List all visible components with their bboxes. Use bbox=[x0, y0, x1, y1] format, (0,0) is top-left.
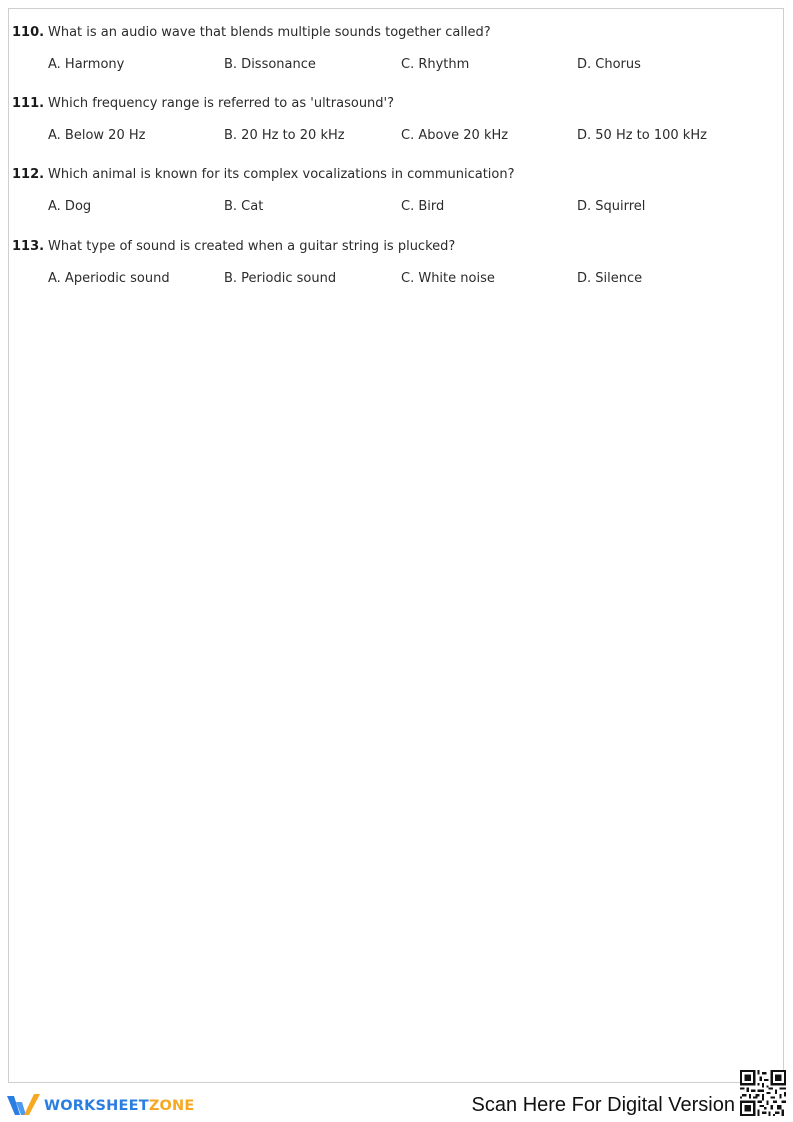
option-c[interactable]: C. Rhythm bbox=[401, 57, 470, 72]
option-c[interactable]: C. White noise bbox=[401, 271, 495, 286]
option-c[interactable]: C. Above 20 kHz bbox=[401, 128, 509, 143]
question-text: What is an audio wave that blends multiple sounds together called? bbox=[48, 25, 491, 40]
scan-caption: Scan Here For Digital Version bbox=[471, 1094, 735, 1116]
question-113 bbox=[12, 239, 772, 287]
question-number: 113. bbox=[12, 239, 45, 254]
question-text: What type of sound is created when a guitar string is plucked? bbox=[48, 239, 456, 254]
option-b[interactable]: B. 20 Hz to 20 kHz bbox=[224, 128, 345, 143]
question-number: 112. bbox=[12, 167, 45, 182]
answer-options bbox=[12, 199, 772, 215]
question-number: 111. bbox=[12, 96, 45, 111]
option-d[interactable]: D. Chorus bbox=[577, 57, 641, 72]
answer-options bbox=[12, 128, 772, 144]
question-110 bbox=[12, 25, 772, 73]
option-a[interactable]: A. Aperiodic sound bbox=[48, 271, 170, 286]
option-a[interactable]: A. Dog bbox=[48, 199, 92, 214]
option-d[interactable]: D. 50 Hz to 100 kHz bbox=[577, 128, 707, 143]
question-text: Which frequency range is referred to as 'ultrasound'? bbox=[48, 96, 395, 111]
option-b[interactable]: B. Dissonance bbox=[224, 57, 316, 72]
question-111 bbox=[12, 96, 772, 144]
question-text: Which animal is known for its complex vocalizations in communication? bbox=[48, 167, 515, 182]
option-a[interactable]: A. Harmony bbox=[48, 57, 125, 72]
qr-code-icon[interactable] bbox=[740, 1070, 786, 1116]
brand-logo bbox=[7, 1093, 195, 1119]
option-b[interactable]: B. Periodic sound bbox=[224, 271, 337, 286]
question-112 bbox=[12, 167, 772, 215]
worksheetzone-logo-icon bbox=[7, 1093, 41, 1119]
question-number: 110. bbox=[12, 25, 45, 40]
answer-options bbox=[12, 57, 772, 73]
option-a[interactable]: A. Below 20 Hz bbox=[48, 128, 146, 143]
answer-options bbox=[12, 271, 772, 287]
brand-name: WORKSHEETZONE bbox=[44, 1098, 195, 1114]
option-c[interactable]: C. Bird bbox=[401, 199, 445, 214]
option-d[interactable]: D. Silence bbox=[577, 271, 643, 286]
option-d[interactable]: D. Squirrel bbox=[577, 199, 646, 214]
option-b[interactable]: B. Cat bbox=[224, 199, 264, 214]
